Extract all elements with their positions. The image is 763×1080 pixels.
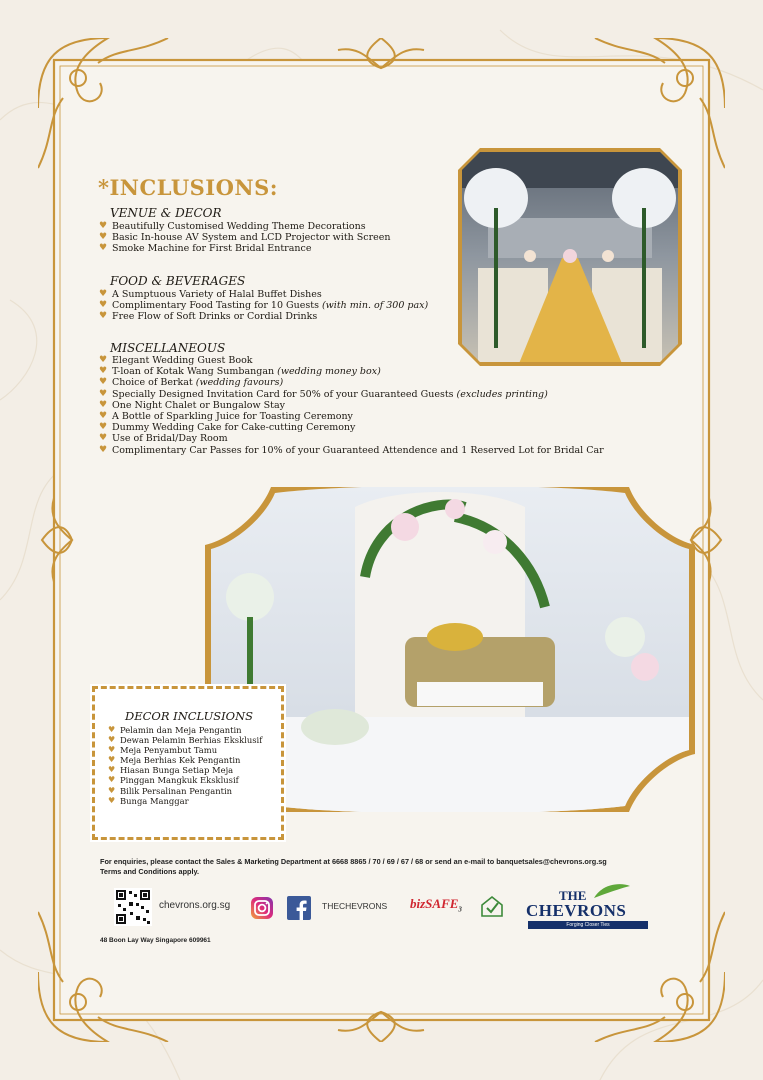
decor-inclusions-box [92, 686, 284, 840]
list-item: ♥ Use of Bridal/Day Room [99, 433, 228, 445]
list-item: ♥ Basic In-house AV System and LCD Projector with Screen [99, 232, 391, 244]
facebook-icon[interactable] [287, 896, 311, 920]
heart-icon: ♥ [99, 444, 108, 455]
website-link[interactable]: chevrons.org.sg [159, 900, 231, 911]
list-item: ♥ A Sumptuous Variety of Halal Buffet Dishes [99, 289, 322, 300]
food-beverages-list [98, 289, 428, 323]
enquiry-line: For enquiries, please contact the Sales & Marketing Department at 6668 8865 / 70 / 69 / 67 / 68 or send an e-mail to banquetsales@chevrons.org.sg [100, 857, 607, 866]
address: 48 Boon Lay Way Singapore 609961 [100, 937, 211, 944]
chevrons-logo-tagline: Forging Closer Ties [528, 921, 648, 929]
heart-icon: ♥ [99, 366, 108, 377]
heart-icon: ♥ [108, 725, 116, 734]
list-item: ♥ Bilik Persalinan Pengantin [108, 785, 233, 796]
heart-icon: ♥ [99, 221, 108, 231]
decor-inclusions-title: DECOR INCLUSIONS [125, 709, 254, 723]
terms-line: Terms and Conditions apply. [100, 867, 200, 876]
instagram-icon[interactable] [250, 896, 274, 920]
heart-icon: ♥ [108, 775, 116, 785]
list-item: ♥ Meja Penyambut Tamu [108, 745, 218, 756]
list-item: ♥ Pinggan Mangkuk Eksklusif [108, 775, 239, 786]
heart-icon: ♥ [108, 785, 116, 795]
list-item: ♥ Free Flow of Soft Drinks or Cordial Drinks [99, 311, 318, 323]
certified-home-icon [480, 894, 504, 920]
list-item: ♥ Hiasan Bunga Setiap Meja [108, 765, 234, 776]
heart-icon: ♥ [99, 433, 108, 444]
miscellaneous-list [98, 355, 604, 456]
chevrons-logo-name: CHEVRONS [526, 901, 627, 920]
list-item: ♥ One Night Chalet or Bungalow Stay [99, 399, 285, 411]
section-heading-venue-decor: VENUE & DECOR [110, 206, 222, 220]
social-handle[interactable]: THECHEVRONS [322, 901, 388, 911]
list-item: ♥ Complimentary Food Tasting for 10 Guests (with min. of 300 pax) [99, 300, 429, 312]
heart-icon: ♥ [99, 355, 108, 365]
heart-icon: ♥ [99, 399, 108, 410]
heart-icon: ♥ [108, 765, 116, 775]
leaf-icon [592, 882, 632, 900]
qr-code-icon [114, 888, 152, 926]
venue-decor-list [98, 221, 391, 255]
wedding-hall-photo [458, 148, 682, 366]
contact-row [114, 888, 659, 928]
list-item: ♥ Bunga Manggar [108, 795, 189, 806]
heart-icon: ♥ [108, 735, 116, 745]
list-item: ♥ Specially Designed Invitation Card for 50% of your Guaranteed Guests (excludes printing) [99, 388, 548, 400]
inclusions-title: *INCLUSIONS: [98, 175, 279, 200]
list-item: ♥ Choice of Berkat (wedding favours) [99, 377, 284, 389]
heart-icon: ♥ [99, 422, 108, 433]
list-item: ♥ Dewan Pelamin Berhias Eksklusif [108, 735, 263, 746]
section-heading-miscellaneous: MISCELLANEOUS [110, 341, 226, 355]
heart-icon: ♥ [99, 388, 108, 399]
list-item: ♥ A Bottle of Sparkling Juice for Toasting Ceremony [99, 411, 353, 423]
heart-icon: ♥ [108, 745, 116, 755]
heart-icon: ♥ [99, 411, 108, 422]
list-item: ♥ Beautifully Customised Wedding Theme Decorations [99, 221, 366, 232]
list-item: ♥ Smoke Machine for First Bridal Entrance [99, 243, 312, 255]
list-item: ♥ T-loan of Kotak Wang Sumbangan (wedding money box) [99, 366, 381, 378]
list-item: ♥ Elegant Wedding Guest Book [99, 355, 253, 366]
heart-icon: ♥ [99, 311, 108, 322]
list-item: ♥ Complimentary Car Passes for 10% of your Guaranteed Attendence and 1 Reserved Lot for Bridal Car [99, 444, 604, 456]
chevrons-logo-the: THE [559, 888, 587, 903]
bizsafe-logo: bizSAFE$_3$ [410, 896, 462, 914]
list-item: ♥ Meja Berhias Kek Pengantin [108, 755, 241, 766]
heart-icon: ♥ [108, 795, 116, 805]
heart-icon: ♥ [99, 300, 108, 311]
heart-icon: ♥ [99, 377, 108, 388]
heart-icon: ♥ [99, 232, 108, 243]
heart-icon: ♥ [99, 243, 108, 254]
list-item: ♥ Pelamin dan Meja Pengantin [108, 725, 242, 735]
enquiry-text [100, 857, 660, 877]
heart-icon: ♥ [108, 755, 116, 765]
list-item: ♥ Dummy Wedding Cake for Cake-cutting Ceremony [99, 422, 356, 434]
decor-inclusions-list [107, 725, 262, 806]
heart-icon: ♥ [99, 289, 108, 299]
section-heading-food-beverages: FOOD & BEVERAGES [110, 274, 246, 288]
